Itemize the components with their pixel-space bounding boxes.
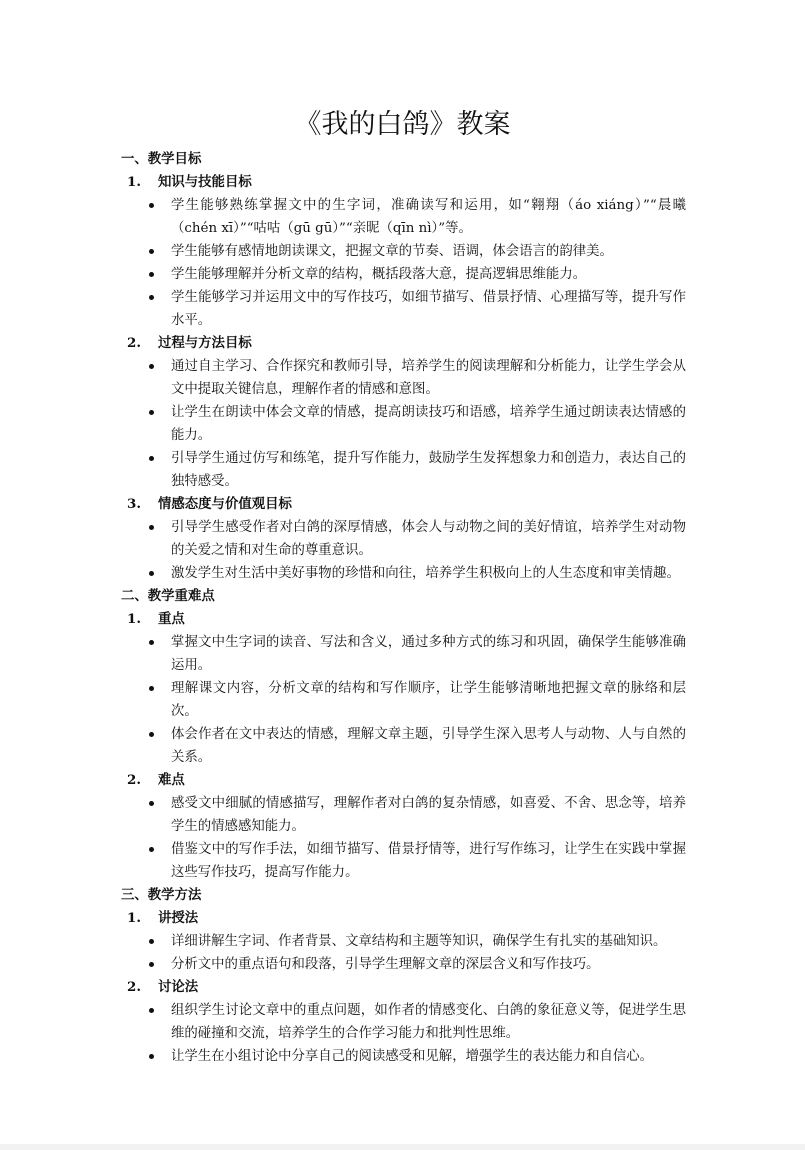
bullet-icon [149, 571, 154, 576]
subsection-title: 讨论法 [158, 979, 199, 995]
list-item [121, 999, 686, 1045]
document-body [121, 148, 686, 1068]
subsection-number: 2. [127, 979, 141, 995]
subsection-title: 重点 [158, 611, 185, 627]
bullet-icon [149, 249, 154, 254]
list-item-text: 学生能够熟练掌握文中的生字词，准确读写和运用，如“翱翔（áo xiáng）”“晨曦（chén xī）”“咕咕（gū gū）”“亲昵（qīn nì）”等。 [171, 198, 686, 236]
list-item-text: 感受文中细腻的情感描写，理解作者对白鸽的复杂情感，如喜爱、不舍、思念等，培养学生的情感感知能力。 [171, 796, 686, 834]
list-item-text: 理解课文内容，分析文章的结构和写作顺序，让学生能够清晰地把握文章的脉络和层次。 [171, 681, 686, 719]
list-item-text: 组织学生讨论文章中的重点问题，如作者的情感变化、白鸽的象征意义等，促进学生思维的碰撞和交流，培养学生的合作学习能力和批判性思维。 [171, 1003, 686, 1041]
list-item [121, 263, 686, 286]
list-item [121, 677, 686, 723]
subsection-number: 3. [127, 496, 141, 512]
subsection-number: 1. [127, 611, 141, 627]
list-item [121, 401, 686, 447]
subsection-title: 难点 [158, 772, 185, 788]
list-item [121, 792, 686, 838]
list-item-text: 详细讲解生字词、作者背景、文章结构和主题等知识，确保学生有扎实的基础知识。 [171, 934, 667, 949]
section-heading: 一、教学目标 [121, 151, 202, 167]
list-item-text: 体会作者在文中表达的情感，理解文章主题，引导学生深入思考人与动物、人与自然的关系。 [171, 727, 686, 765]
bullet-icon [149, 686, 154, 691]
list-item-text: 通过自主学习、合作探究和教师引导，培养学生的阅读理解和分析能力，让学生学会从文中提取关键信息，理解作者的情感和意图。 [171, 359, 686, 397]
list-item-text: 借鉴文中的写作手法，如细节描写、借景抒情等，进行写作练习，让学生在实践中掌握这些写作技巧，提高写作能力。 [171, 842, 686, 880]
bullet-list [121, 631, 686, 769]
subsection-heading [121, 171, 686, 194]
page-bottom-edge [0, 1144, 805, 1150]
subsection-title: 知识与技能目标 [158, 174, 252, 190]
subsection-title: 过程与方法目标 [158, 335, 252, 351]
list-item [121, 355, 686, 401]
bullet-icon [149, 272, 154, 277]
list-item [121, 953, 686, 976]
section-heading: 二、教学重难点 [121, 588, 215, 604]
bullet-icon [149, 1054, 154, 1059]
list-item-text: 掌握文中生字词的读音、写法和含义，通过多种方式的练习和巩固，确保学生能够准确运用。 [171, 635, 686, 673]
subsection-heading [121, 493, 686, 516]
bullet-icon [149, 962, 154, 967]
list-item-text: 学生能够学习并运用文中的写作技巧，如细节描写、借景抒情、心理描写等，提升写作水平。 [171, 290, 686, 328]
list-item [121, 286, 686, 332]
list-item-text: 引导学生感受作者对白鸽的深厚情感，体会人与动物之间的美好情谊，培养学生对动物的关爱之情和对生命的尊重意识。 [171, 520, 686, 558]
bullet-list [121, 792, 686, 884]
list-item-text: 分析文中的重点语句和段落，引导学生理解文章的深层含义和写作技巧。 [171, 957, 600, 972]
list-item-text: 让学生在朗读中体会文章的情感，提高朗读技巧和语感，培养学生通过朗读表达情感的能力。 [171, 405, 686, 443]
list-item-text: 学生能够理解并分析文章的结构，概括段落大意，提高逻辑思维能力。 [171, 267, 587, 282]
subsection-number: 2. [127, 772, 141, 788]
subsection-title: 讲授法 [158, 910, 199, 926]
subsection-heading [121, 332, 686, 355]
bullet-icon [149, 456, 154, 461]
bullet-icon [149, 801, 154, 806]
bullet-icon [149, 364, 154, 369]
subsection-heading [121, 976, 686, 999]
list-item-text: 学生能够有感情地朗读课文，把握文章的节奏、语调，体会语言的韵律美。 [171, 244, 613, 259]
list-item [121, 930, 686, 953]
list-item [121, 631, 686, 677]
list-item [121, 1045, 686, 1068]
subsection-heading [121, 907, 686, 930]
bullet-icon [149, 203, 154, 208]
bullet-icon [149, 640, 154, 645]
list-item-text: 让学生在小组讨论中分享自己的阅读感受和见解，增强学生的表达能力和自信心。 [171, 1049, 654, 1064]
bullet-list [121, 194, 686, 332]
bullet-list [121, 999, 686, 1068]
subsection-number: 1. [127, 910, 141, 926]
list-item-text: 引导学生通过仿写和练笔，提升写作能力，鼓励学生发挥想象力和创造力，表达自己的独特感受。 [171, 451, 686, 489]
section-heading: 三、教学方法 [121, 887, 202, 903]
document-title: 《我的白鸽》教案 [294, 109, 511, 139]
list-item [121, 516, 686, 562]
subsection-heading [121, 769, 686, 792]
list-item [121, 723, 686, 769]
bullet-icon [149, 847, 154, 852]
list-item [121, 562, 686, 585]
subsection-number: 2. [127, 335, 141, 351]
bullet-icon [149, 525, 154, 530]
list-item-text: 激发学生对生活中美好事物的珍惜和向往，培养学生积极向上的人生态度和审美情趣。 [171, 566, 680, 581]
bullet-list [121, 355, 686, 493]
bullet-icon [149, 1008, 154, 1013]
bullet-icon [149, 939, 154, 944]
subsection-heading [121, 608, 686, 631]
bullet-list [121, 930, 686, 976]
list-item [121, 838, 686, 884]
subsection-title: 情感态度与价值观目标 [158, 496, 292, 512]
bullet-icon [149, 410, 154, 415]
bullet-icon [149, 732, 154, 737]
subsection-number: 1. [127, 174, 141, 190]
bullet-icon [149, 295, 154, 300]
bullet-list [121, 516, 686, 585]
list-item [121, 194, 686, 240]
list-item [121, 240, 686, 263]
list-item [121, 447, 686, 493]
